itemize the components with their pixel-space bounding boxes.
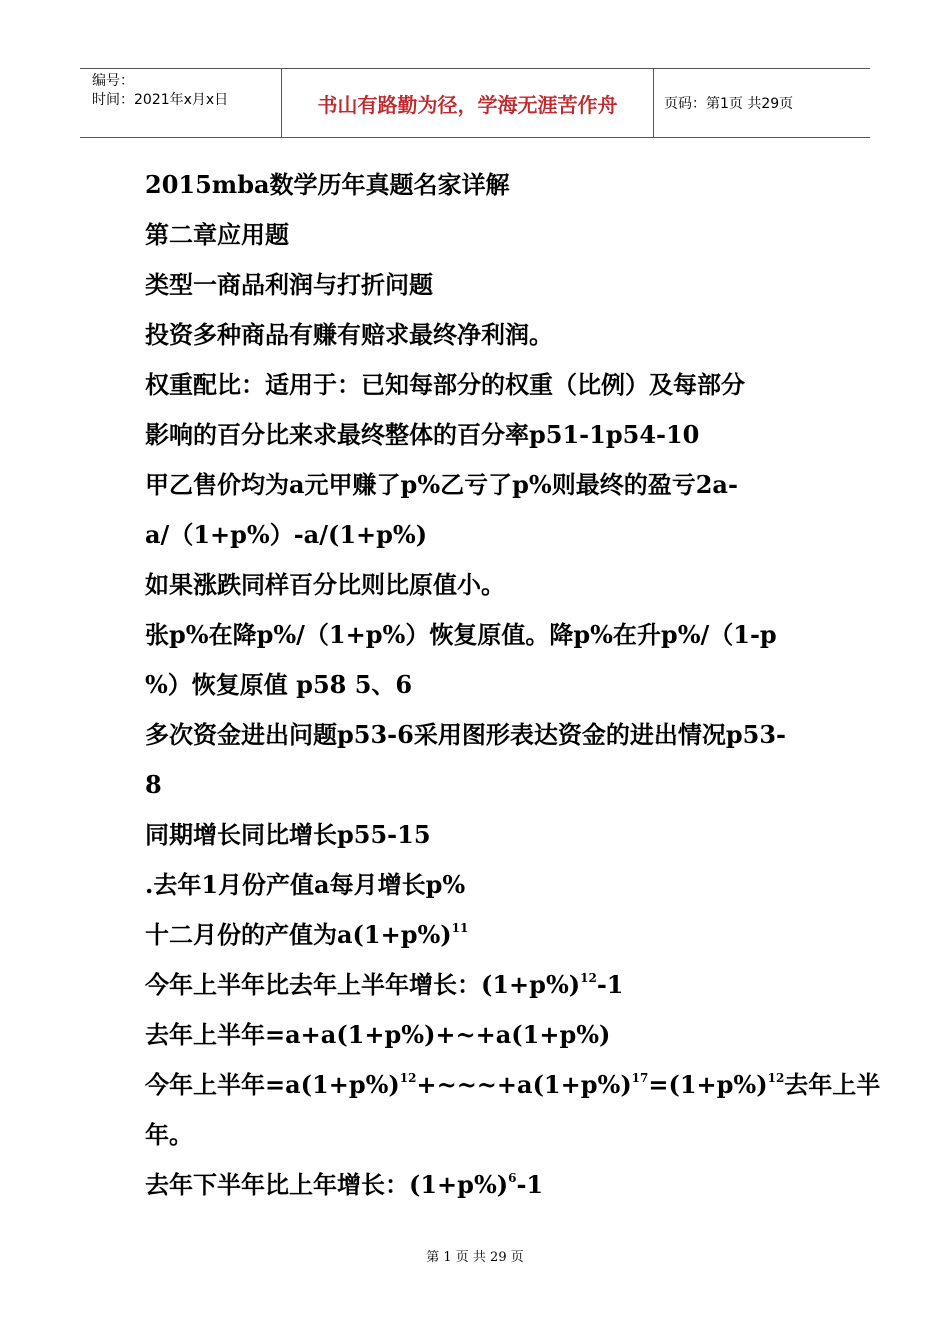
text-line-formula (145, 1160, 820, 1210)
formula-text: 十二月份的产值为a(1+p%) (145, 920, 452, 949)
text-line: 权重配比：适用于：已知每部分的权重（比例）及每部分 (145, 370, 745, 399)
exponent: 17 (631, 1071, 649, 1085)
header-page-label: 页码：第1页 共29页 (664, 96, 794, 112)
text-line: 如果涨跌同样百分比则比原值小。 (145, 570, 505, 599)
header-motto: 书山有路勤为径，学海无涯苦作舟 (282, 69, 654, 137)
formula-text: =(1+p%) (648, 1070, 768, 1099)
formula-text: 今年上半年比去年上半年增长：(1+p%) (145, 970, 581, 999)
header-table (80, 68, 870, 138)
text-line: 同期增长同比增长p55-15 (145, 820, 431, 849)
number-label: 编号： (92, 73, 134, 89)
text-line-formula (145, 910, 820, 960)
doc-title: 2015mba数学历年真题名家详解 (145, 170, 510, 199)
formula-text: +~~~+a(1+p%) (416, 1070, 632, 1099)
formula-text: -1 (596, 970, 624, 999)
text-line: 去年上半年=a+a(1+p%)+~+a(1+p%) (145, 1020, 611, 1049)
text-line: 张p%在降p%/（1+p%）恢复原值。降p%在升p%/（1-p (145, 620, 777, 649)
formula-text: 去年下半年比上年增长：(1+p%) (145, 1170, 509, 1199)
header-meta (80, 69, 282, 137)
exponent: 11 (451, 921, 469, 935)
text-line-formula (145, 1060, 881, 1110)
text-line: 多次资金进出问题p53-6采用图形表达资金的进出情况p53- (145, 720, 786, 749)
text-line: a/（1+p%）-a/(1+p%) (145, 520, 428, 549)
exponent: 12 (399, 1071, 417, 1085)
section-heading: 类型一商品利润与打折问题 (145, 270, 433, 299)
text-line: 年。 (145, 1120, 193, 1149)
text-line: 8 (145, 770, 162, 799)
time-label: 时间：2021年x月x日 (92, 92, 229, 108)
exponent: 12 (580, 971, 597, 985)
page-footer: 第 1 页 共 29 页 (426, 1250, 524, 1265)
text-line: 影响的百分比来求最终整体的百分率p51-1p54-10 (145, 420, 700, 449)
formula-text: -1 (516, 1170, 544, 1199)
chapter-heading: 第二章应用题 (145, 220, 289, 249)
text-line: 甲乙售价均为a元甲赚了p%乙亏了p%则最终的盈亏2a- (145, 470, 738, 499)
formula-text: 去年上半 (784, 1070, 881, 1099)
document-body (145, 160, 881, 1210)
formula-text: 今年上半年=a(1+p%) (145, 1070, 400, 1099)
text-line: 投资多种商品有赚有赔求最终净利润。 (145, 320, 553, 349)
text-line: .去年1月份产值a每月增长p% (145, 870, 466, 899)
text-line-formula (145, 960, 820, 1010)
exponent: 6 (508, 1171, 517, 1185)
exponent: 12 (767, 1071, 785, 1085)
text-line: %）恢复原值 p58 5、6 (145, 670, 413, 699)
